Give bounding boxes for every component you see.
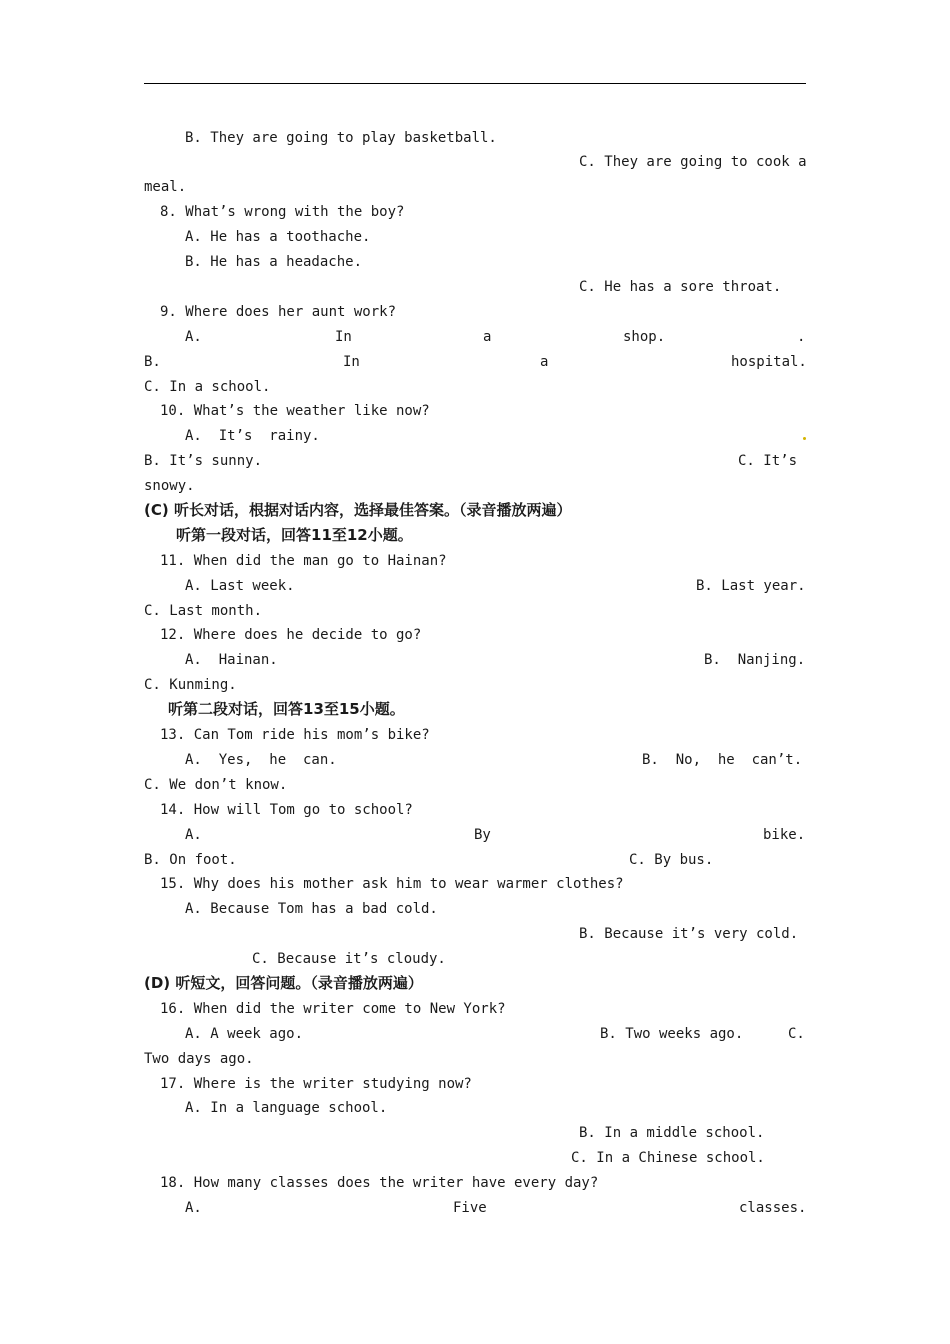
question-8: 8. What’s wrong with the boy? <box>160 204 405 220</box>
text-line: A. Yes, he can. <box>185 752 337 768</box>
text-line: B. No, he can’t. <box>642 752 803 768</box>
question-14: 14. How will Tom go to school? <box>160 802 413 818</box>
text-line: A. It’s rainy. <box>185 428 320 444</box>
question-10: 10. What’s the weather like now? <box>160 403 430 419</box>
text-word: shop. <box>623 329 666 345</box>
text-line: A. Last week. <box>185 578 295 594</box>
question-17: 17. Where is the writer studying now? <box>160 1076 472 1092</box>
question-16: 16. When did the writer come to New York? <box>160 1001 506 1017</box>
text-line: B. In a middle school. <box>579 1125 765 1141</box>
text-word: hospital. <box>731 354 807 370</box>
question-18: 18. How many classes does the writer have every day? <box>160 1175 599 1191</box>
text-line: A. Because Tom has a bad cold. <box>185 901 438 917</box>
text-word: A. <box>185 827 202 843</box>
text-line: snowy. <box>144 478 195 494</box>
text-word: a <box>483 329 492 345</box>
text-word: In <box>335 329 352 345</box>
question-11: 11. When did the man go to Hainan? <box>160 553 447 569</box>
text-line: C. Because it’s cloudy. <box>252 951 446 967</box>
question-9: 9. Where does her aunt work? <box>160 304 397 320</box>
text-line: B. Two weeks ago. <box>600 1026 744 1042</box>
text-line: B. He has a headache. <box>185 254 363 270</box>
text-line: B. Nanjing. <box>704 652 806 668</box>
text-line: C. In a school. <box>144 379 271 395</box>
text-line: A. He has a toothache. <box>185 229 371 245</box>
section-c-heading: (C) 听长对话，根据对话内容，选择最佳答案。（录音播放两遍） <box>144 501 572 519</box>
question-15: 15. Why does his mother ask him to wear warmer clothes? <box>160 876 624 892</box>
text-line: C. Last month. <box>144 603 263 619</box>
text-line: B. They are going to play basketball. <box>185 130 497 146</box>
header-rule <box>144 83 806 84</box>
text-word: B. <box>144 354 161 370</box>
text-line: meal. <box>144 179 187 195</box>
text-word: classes. <box>739 1200 807 1216</box>
text-line: C. It’s <box>738 453 798 469</box>
text-line: C. <box>788 1026 805 1042</box>
text-line: C. He has a sore throat. <box>579 279 782 295</box>
section-d-heading: (D) 听短文，回答问题。（录音播放两遍） <box>144 974 423 992</box>
text-word: Five <box>453 1200 487 1216</box>
text-line: C. In a Chinese school. <box>571 1150 765 1166</box>
text-word: A. <box>185 1200 202 1216</box>
question-12: 12. Where does he decide to go? <box>160 627 422 643</box>
text-line: A. Hainan. <box>185 652 278 668</box>
text-line: B. Last year. <box>696 578 806 594</box>
text-line: C. They are going to cook a <box>579 154 807 170</box>
text-line: A. In a language school. <box>185 1100 388 1116</box>
dialogue-2-heading: 听第二段对话，回答13至15小题。 <box>168 700 405 718</box>
text-word: bike. <box>763 827 806 843</box>
text-line: Two days ago. <box>144 1051 254 1067</box>
text-line: B. On foot. <box>144 852 237 868</box>
text-line: C. By bus. <box>629 852 714 868</box>
text-line: C. Kunming. <box>144 677 237 693</box>
text-line: C. We don’t know. <box>144 777 288 793</box>
text-line: A. A week ago. <box>185 1026 304 1042</box>
text-line: B. It’s sunny. <box>144 453 263 469</box>
text-word: . <box>797 329 806 345</box>
text-word: a <box>540 354 549 370</box>
text-word: A. <box>185 329 202 345</box>
text-line: B. Because it’s very cold. <box>579 926 799 942</box>
text-word: By <box>474 827 491 843</box>
text-word: In <box>343 354 360 370</box>
dialogue-1-heading: 听第一段对话，回答11至12小题。 <box>176 526 413 544</box>
question-13: 13. Can Tom ride his mom’s bike? <box>160 727 430 743</box>
yellow-dot-mark <box>803 437 806 440</box>
